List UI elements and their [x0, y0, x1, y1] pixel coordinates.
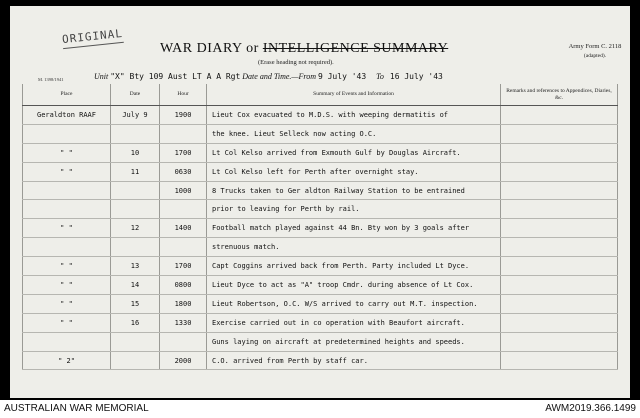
row-place: " "	[23, 219, 111, 238]
row-date: July 9	[111, 106, 160, 125]
row-date: 11	[111, 162, 160, 181]
row-hour	[160, 200, 207, 219]
row-place	[23, 181, 111, 200]
row-place: Geraldton RAAF	[23, 106, 111, 125]
table-row	[23, 162, 618, 181]
row-remarks	[501, 276, 618, 295]
row-hour: 0630	[160, 162, 207, 181]
col-date: Date	[111, 84, 160, 106]
row-date	[111, 181, 160, 200]
table-row	[23, 351, 618, 370]
form-number: Army Form C. 2118	[568, 43, 622, 50]
table-row	[23, 332, 618, 351]
table-row	[23, 257, 618, 276]
row-remarks	[501, 219, 618, 238]
table-row	[23, 219, 618, 238]
row-remarks	[501, 238, 618, 257]
title-subtitle: (Erase heading not required).	[258, 59, 334, 66]
title-struck: INTELLIGENCE SUMMARY	[262, 41, 449, 56]
row-summary: C.O. arrived from Perth by staff car.	[207, 351, 501, 370]
row-hour: 1700	[160, 257, 207, 276]
row-place: " "	[23, 276, 111, 295]
row-place	[23, 332, 111, 351]
row-hour: 1330	[160, 313, 207, 332]
row-remarks	[501, 143, 618, 162]
unit-value: "X" Bty 109 Aust LT A A Rgt	[110, 72, 241, 81]
row-place: " "	[23, 162, 111, 181]
date-to: 16 July '43	[389, 72, 443, 81]
table-row	[23, 294, 618, 313]
row-summary: Lieut Robertson, O.C. W/S arrived to carry out M.T. inspection.	[207, 294, 501, 313]
unit-line	[94, 72, 443, 81]
row-hour	[160, 124, 207, 143]
row-summary: Lt Col Kelso left for Perth after overnight stay.	[207, 162, 501, 181]
table-row	[23, 106, 618, 125]
row-hour: 0800	[160, 276, 207, 295]
row-hour	[160, 332, 207, 351]
row-summary: strenuous match.	[207, 238, 501, 257]
table-header-row	[23, 84, 618, 106]
row-place: " "	[23, 257, 111, 276]
row-hour: 1000	[160, 181, 207, 200]
row-date	[111, 124, 160, 143]
row-date: 10	[111, 143, 160, 162]
row-summary: 8 Trucks taken to Ger aldton Railway Station to be entrained	[207, 181, 501, 200]
col-remarks: Remarks and references to Appendices, Diaries, &c.	[501, 84, 618, 106]
row-summary: Lieut Dyce to act as "A" troop Cmdr. during absence of Lt Cox.	[207, 276, 501, 295]
table-row	[23, 143, 618, 162]
row-place: " 2"	[23, 351, 111, 370]
title-or: or	[246, 41, 259, 56]
col-hour: Hour	[160, 84, 207, 106]
row-remarks	[501, 257, 618, 276]
row-date: 13	[111, 257, 160, 276]
date-from: 9 July '43	[317, 72, 367, 81]
row-summary: Exercise carried out in co operation with Beaufort aircraft.	[207, 313, 501, 332]
table-row	[23, 200, 618, 219]
footer-credit: AUSTRALIAN WAR MEMORIAL	[4, 403, 149, 414]
row-summary: prior to leaving for Perth by rail.	[207, 200, 501, 219]
title-main: WAR DIARY	[160, 41, 243, 56]
unit-label: Unit	[94, 72, 109, 81]
form-adapted: (adapted).	[583, 53, 607, 59]
row-date: 15	[111, 294, 160, 313]
row-date	[111, 200, 160, 219]
diary-table	[22, 84, 618, 370]
date-label: Date and Time.—From	[242, 72, 316, 81]
form-code: M. 1398/1941	[38, 77, 64, 82]
row-summary: Lieut Cox evacuated to M.D.S. with weeping dermatitis of	[207, 106, 501, 125]
table-row	[23, 238, 618, 257]
row-remarks	[501, 200, 618, 219]
page-title	[160, 41, 448, 57]
row-remarks	[501, 294, 618, 313]
footer-bar	[0, 400, 640, 418]
row-remarks	[501, 332, 618, 351]
row-summary: Lt Col Kelso arrived from Exmouth Gulf by Douglas Aircraft.	[207, 143, 501, 162]
date-to-label: To	[376, 72, 384, 81]
row-hour: 1800	[160, 294, 207, 313]
row-place	[23, 124, 111, 143]
row-date	[111, 351, 160, 370]
row-remarks	[501, 124, 618, 143]
row-summary: Capt Coggins arrived back from Perth. Party included Lt Dyce.	[207, 257, 501, 276]
row-place: " "	[23, 313, 111, 332]
row-summary: the knee. Lieut Selleck now acting O.C.	[207, 124, 501, 143]
footer-accession: AWM2019.366.1499	[545, 403, 636, 414]
row-hour: 1700	[160, 143, 207, 162]
col-summary: Summary of Events and Information	[207, 84, 501, 106]
row-hour: 1400	[160, 219, 207, 238]
row-hour: 1900	[160, 106, 207, 125]
row-date	[111, 332, 160, 351]
row-remarks	[501, 162, 618, 181]
row-place	[23, 238, 111, 257]
row-date: 12	[111, 219, 160, 238]
row-remarks	[501, 351, 618, 370]
row-place	[23, 200, 111, 219]
row-place: " "	[23, 294, 111, 313]
row-remarks	[501, 181, 618, 200]
row-place: " "	[23, 143, 111, 162]
row-date	[111, 238, 160, 257]
row-remarks	[501, 106, 618, 125]
table-row	[23, 276, 618, 295]
original-stamp: ORIGINAL	[61, 26, 124, 47]
row-date: 14	[111, 276, 160, 295]
row-summary: Guns laying on aircraft at predetermined heights and speeds.	[207, 332, 501, 351]
row-hour: 2000	[160, 351, 207, 370]
row-date: 16	[111, 313, 160, 332]
col-place: Place	[23, 84, 111, 106]
row-remarks	[501, 313, 618, 332]
row-hour	[160, 238, 207, 257]
table-row	[23, 124, 618, 143]
row-summary: Football match played against 44 Bn. Bty won by 3 goals after	[207, 219, 501, 238]
table-row	[23, 313, 618, 332]
table-row	[23, 181, 618, 200]
